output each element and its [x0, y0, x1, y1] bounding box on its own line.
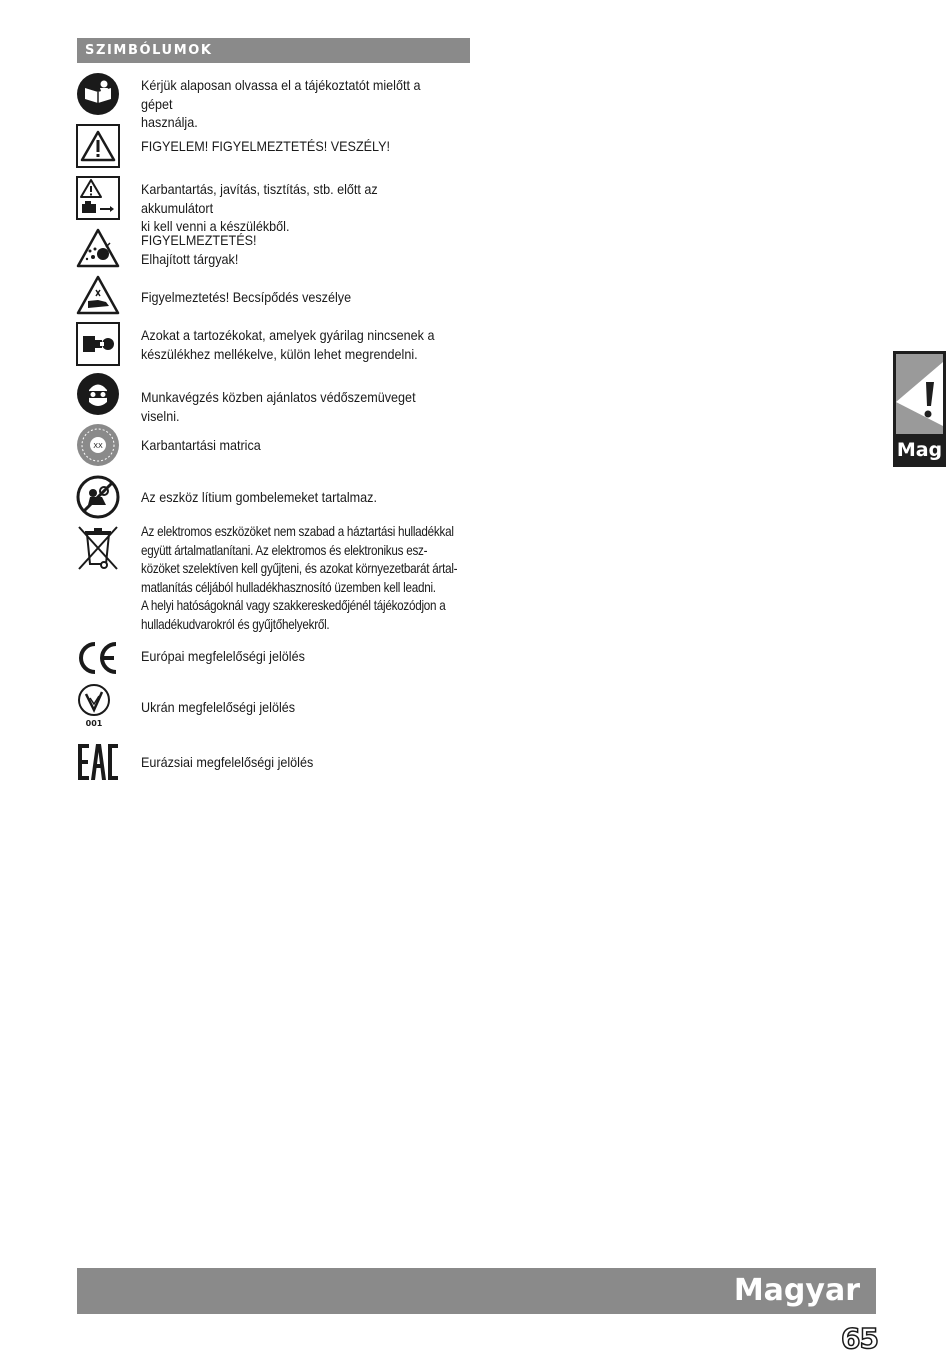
- remove-battery-icon: [76, 176, 120, 220]
- language-side-tab: [893, 351, 946, 467]
- symbol-text-safety-goggles: Munkavégzés közben ajánlatos védőszemüveget viselni.: [141, 389, 416, 424]
- symbol-text-accessory: Azokat a tartozékokat, amelyek gyárilag nincsenek a készülékhez mellékelve, külön lehet megrendelni.: [141, 327, 435, 362]
- warning-triangle-icon: [896, 354, 943, 434]
- symbol-text-eac: Eurázsiai megfelelőségi jelölés: [141, 754, 314, 770]
- symbol-text-maintenance-sticker: Karbantartási matrica: [141, 437, 261, 453]
- section-header: [77, 38, 470, 63]
- symbol-text-read-manual: Kérjük alaposan olvassa el a tájékoztatót mielőtt a gépet használja.: [141, 77, 421, 130]
- page-number: 65: [841, 1322, 878, 1355]
- eac-mark-icon: [76, 740, 120, 784]
- pinch-hazard-icon: [76, 274, 120, 318]
- flying-objects-icon: [76, 227, 120, 271]
- sticker-text: XX: [93, 442, 103, 450]
- side-tab-label: Mag: [896, 439, 943, 461]
- warning-icon: [76, 124, 120, 168]
- symbol-text-pinch-hazard: Figyelmeztetés! Becsípődés veszélye: [141, 289, 352, 305]
- footer-language: Magyar: [733, 1273, 860, 1308]
- symbol-text-weee: Az elektromos eszközöket nem szabad a háztartási hulladékkal együtt ártalmatlanítani. Az elektromos és elektronikus esz- közöket szelektíven kell gyűjteni, és azokat környezetbarát ártal- matlanítás céljából hulladékhasznosító üzemben kell leadni. A helyi hatóságoknál vagy szakkereskedőjénél tájékozódjon a hulladékudvarokról és gyűjtőhelyekről.: [141, 524, 458, 632]
- read-manual-icon: [76, 72, 120, 116]
- symbol-text-ce: Európai megfelelőségi jelölés: [141, 648, 305, 664]
- symbol-text-flying-objects: FIGYELMEZTETÉS! Elhajított tárgyak!: [141, 232, 257, 267]
- section-title: SZIMBÓLUMOK: [85, 43, 213, 58]
- button-battery-icon: [76, 475, 120, 519]
- symbol-text-warning: FIGYELEM! FIGYELMEZTETÉS! VESZÉLY!: [141, 138, 391, 154]
- footer-bar: [77, 1268, 876, 1314]
- weee-bin-icon: [76, 524, 120, 572]
- symbol-text-button-battery: Az eszköz lítium gombelemeket tartalmaz.: [141, 489, 377, 505]
- ukrainian-mark-icon: [76, 682, 120, 730]
- accessory-icon: [76, 322, 120, 366]
- ukrainian-mark-caption: 001: [85, 719, 103, 728]
- maintenance-sticker-icon: [76, 423, 120, 467]
- symbol-text-remove-battery: Karbantartás, javítás, tisztítás, stb. előtt az akkumulátort ki kell venni a készülékből.: [141, 181, 378, 234]
- safety-goggles-icon: [76, 372, 120, 416]
- ce-mark-icon: [76, 636, 120, 680]
- symbol-text-ukrainian: Ukrán megfelelőségi jelölés: [141, 699, 296, 715]
